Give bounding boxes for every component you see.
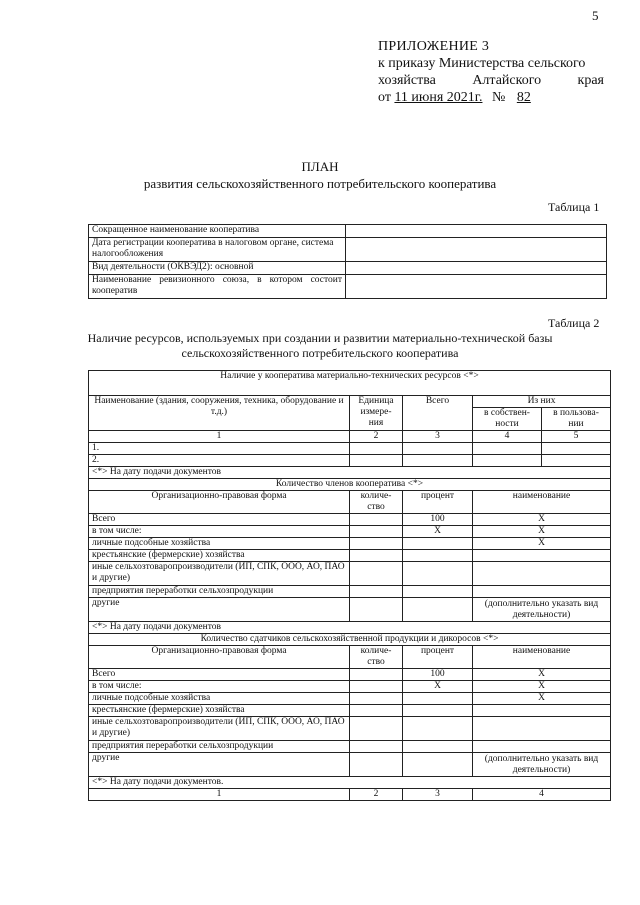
table-2-label: Таблица 2 <box>548 316 600 330</box>
appendix-line-3 <box>378 89 604 106</box>
table-2-caption-2: сельскохозяйственного потребительского кооператива <box>181 346 459 360</box>
table-row: личные подсобные хозяйства X <box>89 693 611 705</box>
table-row: иные сельхозтоваропроизводители (ИП, СПК, ООО, АО, ПАО и другие) <box>89 717 611 741</box>
section-3-title-row <box>89 634 611 646</box>
table-1-row <box>89 275 607 299</box>
table-1-label: Таблица 1 <box>548 200 600 214</box>
table-1 <box>88 224 607 299</box>
table-1-cell-label: Сокращенное наименование кооператива <box>89 225 346 238</box>
section-2-header-row: Организационно-правовая форма количе- ство процент наименование <box>89 491 611 514</box>
plan-title: ПЛАН <box>301 159 339 174</box>
table-row: Всего 100 X <box>89 669 611 681</box>
appendix-number-sign: № <box>491 90 506 105</box>
appendix-number: 82 <box>516 90 531 105</box>
table-row: 1. <box>89 443 611 455</box>
section-1-title: Наличие у кооператива материально-технических ресурсов <*> <box>89 371 611 396</box>
table-row: другие (дополнительно указать вид деятельности) <box>89 598 611 622</box>
appendix-date: 11 июня 2021г. <box>394 90 483 105</box>
table-row: 2. <box>89 455 611 467</box>
section-3-footnote: <*> На дату подачи документов. <box>89 777 611 789</box>
footnote-row <box>89 622 611 634</box>
table-row: предприятия переработки сельхозпродукции <box>89 586 611 598</box>
section-1-footnote: <*> На дату подачи документов <box>89 467 611 479</box>
table-row: личные подсобные хозяйства X <box>89 538 611 550</box>
appendix-line-2-b: Алтайского <box>472 73 542 88</box>
footnote-row <box>89 467 611 479</box>
section-3-title: Количество сдатчиков сельскохозяйственной продукции и дикоросов <*> <box>89 634 611 646</box>
table-2 <box>88 370 611 801</box>
column-numbers-row: 1 2 3 4 5 <box>89 431 611 443</box>
table-row: в том числе: X X <box>89 681 611 693</box>
table-1-row <box>89 262 607 275</box>
appendix-block <box>378 38 604 106</box>
col-header-of-them: Из них <box>473 396 611 408</box>
appendix-date-prefix: от <box>378 90 391 105</box>
section-2-footnote: <*> На дату подачи документов <box>89 622 611 634</box>
table-1-cell-label: Дата регистрации кооператива в налоговом органе, система налогообложения <box>89 238 346 262</box>
table-row: иные сельхозтоваропроизводители (ИП, СПК, ООО, АО, ПАО и другие) <box>89 562 611 586</box>
table-row: предприятия переработки сельхозпродукции <box>89 741 611 753</box>
table-1-cell-label: Вид деятельности (ОКВЭД2): основной <box>89 262 346 275</box>
appendix-line-2 <box>378 72 604 89</box>
table-2-caption-1: Наличие ресурсов, используемых при создании и развитии материально-технической базы <box>87 331 553 345</box>
plan-subtitle: развития сельскохозяйственного потребительского кооператива <box>143 176 497 191</box>
footnote-row <box>89 777 611 789</box>
page-number: 5 <box>592 8 599 23</box>
appendix-line-1: к приказу Министерства сельского <box>378 56 586 71</box>
table-row: крестьянские (фермерские) хозяйства <box>89 705 611 717</box>
section-2-title-row <box>89 479 611 491</box>
table-1-cell-label: Наименование ревизионного союза, в котором состоит кооператив <box>89 275 346 299</box>
section-1-title-row <box>89 371 611 396</box>
col-header-own: в собствен- ности <box>473 408 542 431</box>
table-row: Всего 100 X <box>89 514 611 526</box>
section-2-title: Количество членов кооператива <*> <box>89 479 611 491</box>
appendix-title: ПРИЛОЖЕНИЕ 3 <box>378 39 490 54</box>
appendix-line-2-a: хозяйства <box>378 73 436 88</box>
column-numbers-row: 1 2 3 4 <box>89 789 611 801</box>
col-header-use: в пользова- нии <box>542 408 611 431</box>
table-1-row <box>89 225 607 238</box>
appendix-line-2-c: края <box>577 73 604 88</box>
col-header-total: Всего <box>403 396 473 431</box>
table-row: в том числе: X X <box>89 526 611 538</box>
table-row: крестьянские (фермерские) хозяйства <box>89 550 611 562</box>
col-header-name: Наименование (здания, сооружения, техника, оборудование и т.д.) <box>89 396 350 431</box>
col-header-unit: Единица измере- ния <box>350 396 403 431</box>
table-row: другие (дополнительно указать вид деятельности) <box>89 753 611 777</box>
section-3-header-row: Организационно-правовая форма количе- ство процент наименование <box>89 646 611 669</box>
table-1-row <box>89 238 607 262</box>
